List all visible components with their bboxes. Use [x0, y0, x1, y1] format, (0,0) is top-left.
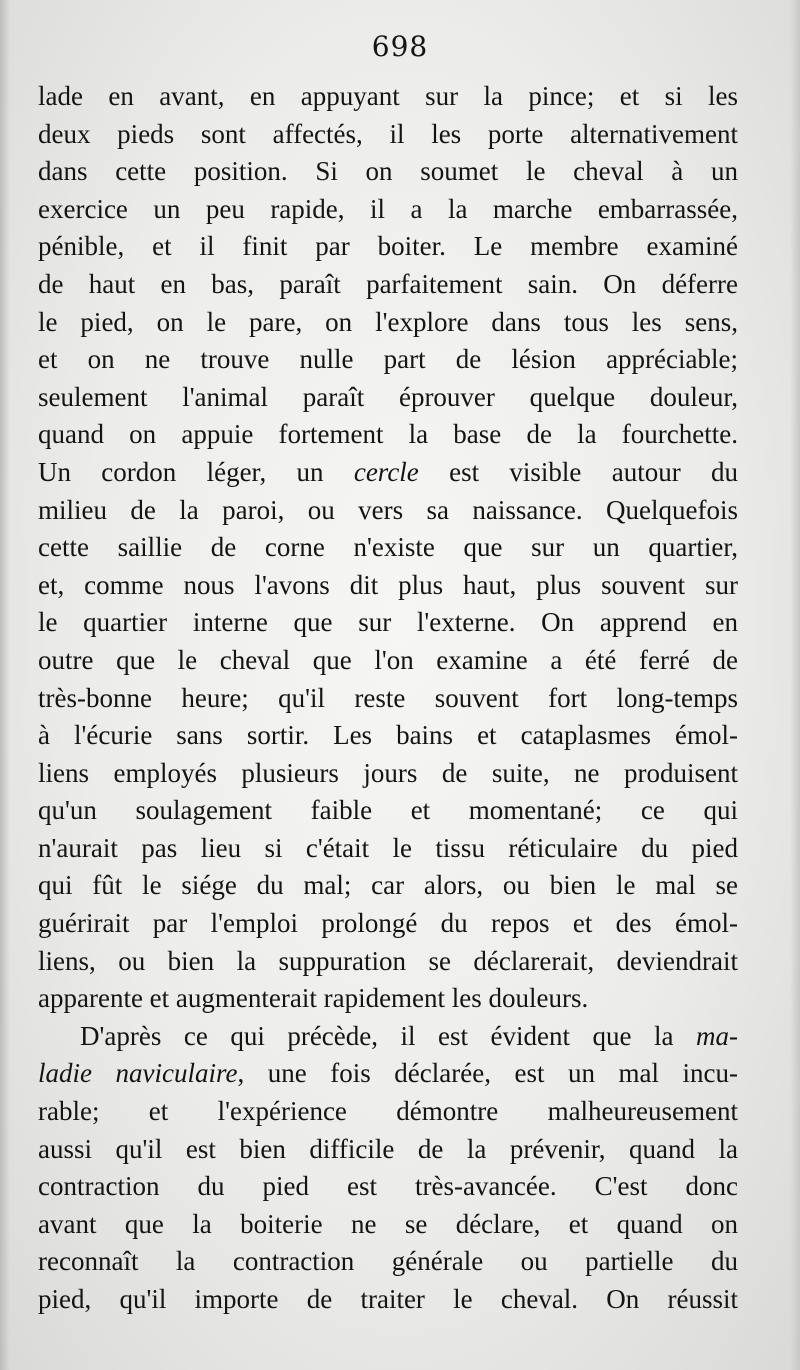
text-segment: exercice un peu rapide, il a la marche embarrassée, — [38, 193, 738, 224]
page-edge-right — [790, 0, 800, 1370]
text-line — [38, 867, 738, 905]
text-segment: , une fois déclarée, est un mal incu- — [237, 1058, 739, 1089]
text-line — [38, 1206, 738, 1244]
text-line — [38, 755, 738, 793]
text-segment: très-bonne heure; qu'il reste souvent fort long-temps — [38, 682, 738, 713]
text-line — [38, 1055, 738, 1093]
text-segment: reconnaît la contraction générale ou partielle du — [38, 1246, 738, 1277]
text-line — [38, 1243, 738, 1281]
text-segment: et, comme nous l'avons dit plus haut, plus souvent sur — [38, 569, 738, 600]
text-segment: apparente et augmenterait rapidement les douleurs. — [38, 983, 589, 1014]
text-line — [38, 604, 738, 642]
text-line — [38, 1281, 738, 1319]
text-segment: milieu de la paroi, ou vers sa naissance. Quelquefois — [38, 494, 738, 525]
text-line — [38, 304, 738, 342]
page-number: 698 — [371, 30, 429, 63]
text-line — [38, 492, 738, 530]
text-segment: rable; et l'expérience démontre malheureusement — [38, 1096, 738, 1127]
text-segment: pénible, et il finit par boiter. Le membre examiné — [38, 231, 738, 262]
italic-text-segment: ladie naviculaire — [38, 1058, 238, 1089]
text-segment: de haut en bas, paraît parfaitement sain. On déferre — [38, 268, 738, 299]
text-segment: dans cette position. Si on soumet le cheval à un — [38, 156, 738, 187]
body-text — [38, 78, 738, 1319]
text-segment: et on ne trouve nulle part de lésion appréciable; — [38, 344, 738, 375]
text-line — [38, 792, 738, 830]
text-segment: à l'écurie sans sortir. Les bains et cataplasmes émol- — [38, 720, 738, 751]
text-line — [38, 153, 738, 191]
text-segment: aussi qu'il est bien difficile de la prévenir, quand la — [38, 1133, 738, 1164]
text-segment: avant que la boiterie ne se déclare, et quand on — [38, 1208, 738, 1239]
text-segment: outre que le cheval que l'on examine a été ferré de — [38, 644, 738, 675]
text-segment: qui fût le siége du mal; car alors, ou bien le mal se — [38, 870, 738, 901]
text-segment: deux pieds sont affectés, il les porte alternativement — [38, 118, 738, 149]
text-line — [38, 191, 738, 229]
text-line — [38, 680, 738, 718]
italic-text-segment: cercle — [353, 456, 419, 487]
text-segment: Un cordon léger, un — [38, 456, 354, 487]
text-segment: seulement l'animal paraît éprouver quelque douleur, — [38, 381, 738, 412]
text-segment: pied, qu'il importe de traiter le cheval. On réussit — [38, 1284, 738, 1314]
text-line — [38, 567, 738, 605]
text-segment: liens, ou bien la suppuration se déclarerait, deviendrait — [38, 945, 738, 976]
text-segment: qu'un soulagement faible et momentané; ce qui — [38, 795, 738, 826]
text-segment: cette saillie de corne n'existe que sur un quartier, — [38, 532, 738, 563]
text-line — [38, 943, 738, 981]
text-line — [38, 266, 738, 304]
italic-text-segment: ma- — [696, 1020, 738, 1051]
text-line — [38, 228, 738, 266]
text-segment: est visible autour du — [418, 456, 738, 487]
text-line — [38, 830, 738, 868]
text-line — [38, 905, 738, 943]
text-segment: D'après ce qui précède, il est évident que la — [80, 1020, 696, 1051]
text-segment: contraction du pied est très-avancée. C'est donc — [38, 1171, 738, 1202]
text-line — [38, 717, 738, 755]
text-line — [38, 642, 738, 680]
text-line — [38, 980, 738, 1018]
text-segment: liens employés plusieurs jours de suite, ne produisent — [38, 757, 738, 788]
text-segment: lade en avant, en appuyant sur la pince; et si les — [38, 81, 738, 111]
text-line — [38, 454, 738, 492]
text-segment: le pied, on le pare, on l'explore dans tous les sens, — [38, 306, 738, 337]
text-segment: guérirait par l'emploi prolongé du repos et des émol- — [38, 908, 738, 939]
text-line — [38, 116, 738, 154]
text-segment: quand on appuie fortement la base de la fourchette. — [38, 419, 738, 450]
text-segment: le quartier interne que sur l'externe. On apprend en — [38, 607, 738, 638]
page-edge-left — [0, 0, 10, 1370]
text-line — [38, 416, 738, 454]
text-line — [38, 1093, 738, 1131]
text-line — [38, 341, 738, 379]
text-line — [38, 1168, 738, 1206]
text-segment: n'aurait pas lieu si c'était le tissu réticulaire du pied — [38, 832, 738, 863]
text-line — [38, 1018, 738, 1056]
text-line — [38, 379, 738, 417]
text-line — [38, 1131, 738, 1169]
text-line — [38, 78, 738, 116]
text-line — [38, 529, 738, 567]
